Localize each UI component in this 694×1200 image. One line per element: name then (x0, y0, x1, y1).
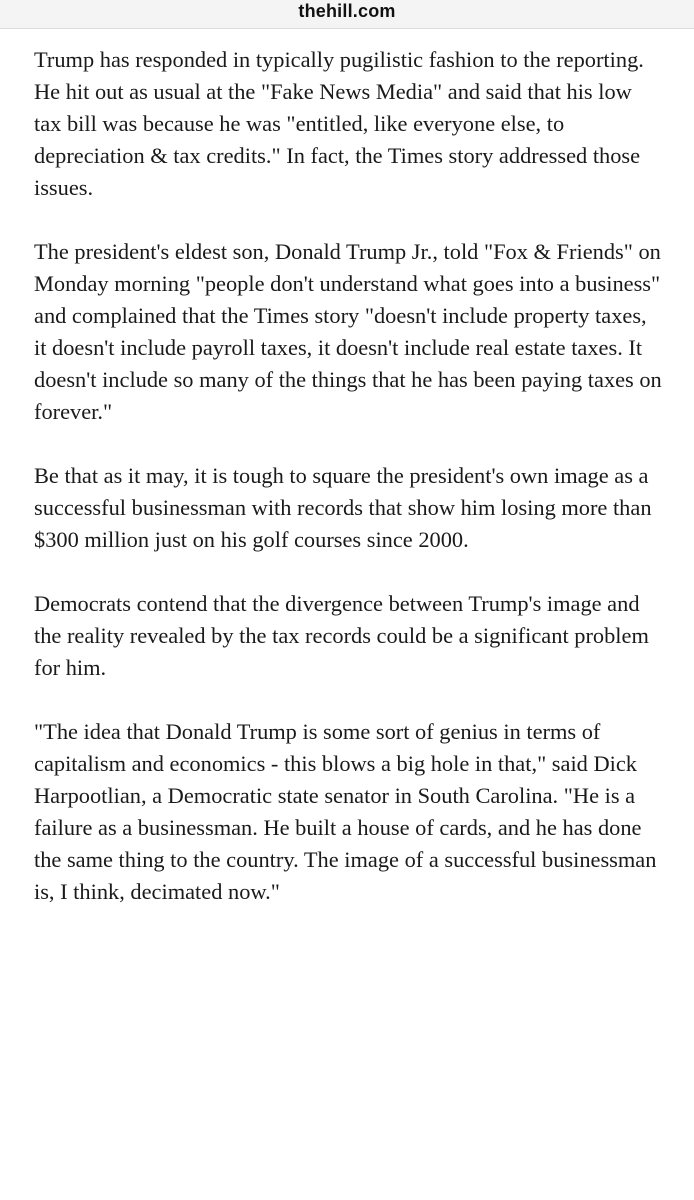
article-paragraph: Be that as it may, it is tough to square the president's own image as a successful businessman with records that show him losing more than $300 million just on his golf courses since 2000. (34, 463, 652, 552)
article-paragraph: The president's eldest son, Donald Trump Jr., told "Fox & Friends" on Monday morning "people don't understand what goes into a business" and complained that the Times story "doesn't include property taxes, it doesn't include payroll taxes, it doesn't include real estate taxes. It doesn't include so many of the things that he has been paying taxes on forever." (34, 239, 662, 424)
browser-url-bar[interactable] (0, 0, 694, 29)
article-paragraph: "The idea that Donald Trump is some sort of genius in terms of capitalism and economics - this blows a big hole in that," said Dick Harpootlian, a Democratic state senator in South Carolina. "He is a failure as a businessman. He built a house of cards, and he has done the same thing to the country. The image of a successful businessman is, I think, decimated now." (34, 719, 657, 904)
article-paragraph: Trump has responded in typically pugilistic fashion to the reporting. He hit out as usual at the "Fake News Media" and said that his low tax bill was because he was "entitled, like everyone else, to depreciation & tax credits." In fact, the Times story addressed those issues. (34, 47, 644, 200)
article-paragraph: Democrats contend that the divergence between Trump's image and the reality revealed by the tax records could be a significant problem for him. (34, 591, 649, 680)
url-domain-text[interactable]: thehill.com (298, 1, 396, 21)
article-body (34, 44, 664, 940)
